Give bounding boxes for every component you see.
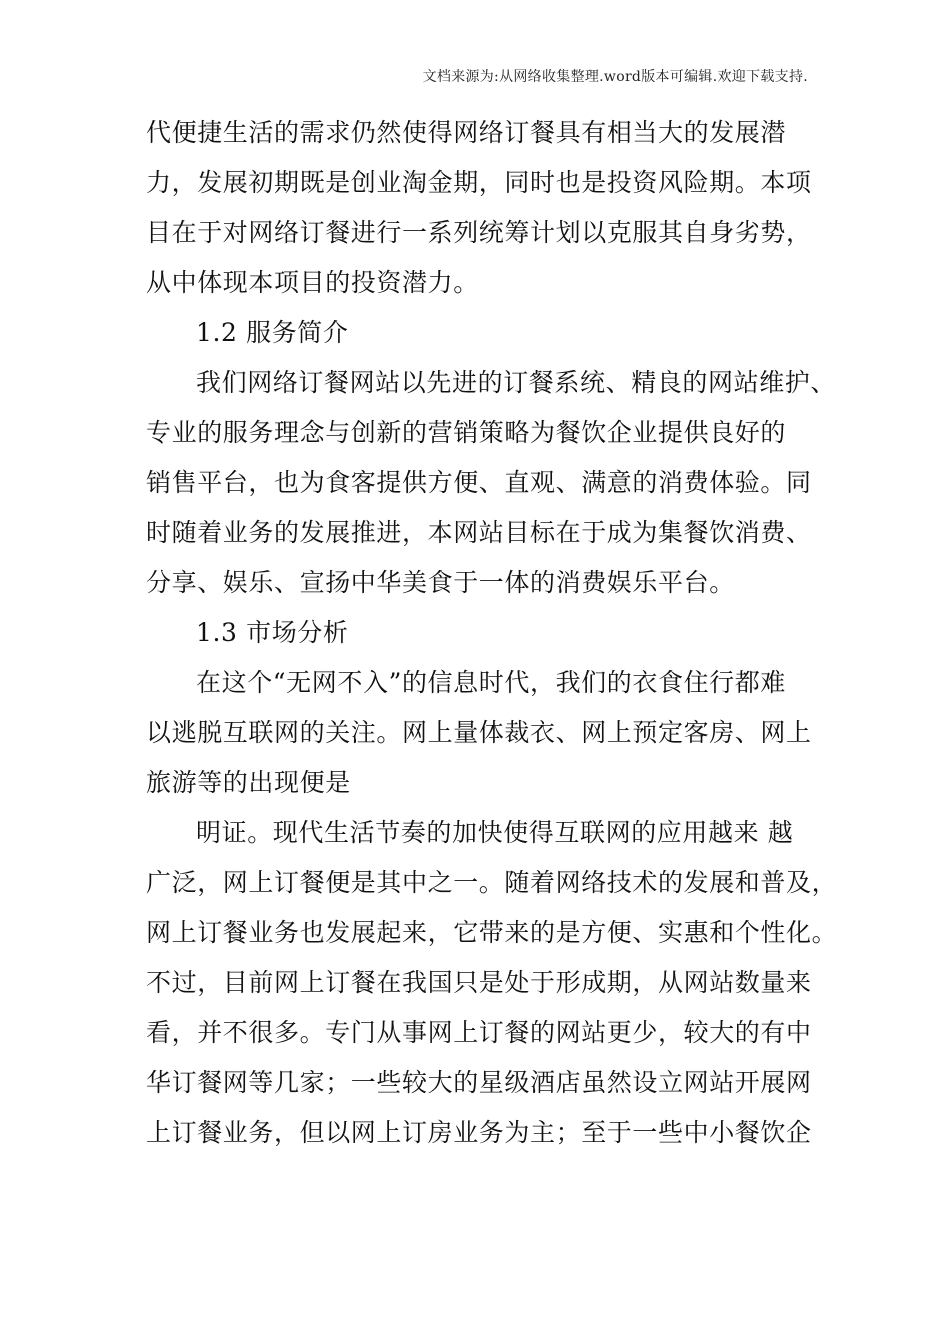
paragraph-line: 看，并不很多。专门从事网上订餐的网站更少，较大的有中 xyxy=(146,1018,812,1047)
paragraph-line: 力，发展初期既是创业淘金期，同时也是投资风险期。本项 xyxy=(146,168,812,197)
paragraph-line: 广泛，网上订餐便是其中之一。随着网络技术的发展和普及， xyxy=(146,868,838,897)
paragraph-line: 旅游等的出现便是 xyxy=(146,768,351,797)
paragraph-line: 我们网络订餐网站以先进的订餐系统、精良的网站维护、 xyxy=(196,368,837,397)
paragraph-line: 华订餐网等几家；一些较大的星级酒店虽然设立网站开展网 xyxy=(146,1068,812,1097)
paragraph-line: 以逃脱互联网的关注。网上量体裁衣、网上预定客房、网上 xyxy=(146,718,812,747)
paragraph-line: 时随着业务的发展推进，本网站目标在于成为集餐饮消费、 xyxy=(146,518,812,547)
paragraph-line: 专业的服务理念与创新的营销策略为餐饮企业提供良好的 xyxy=(146,418,787,447)
paragraph-line: 在这个“无网不入”的信息时代，我们的衣食住行都难 xyxy=(196,668,786,697)
paragraph-line: 从中体现本项目的投资潜力。 xyxy=(146,268,479,297)
paragraph-line: 分享、娱乐、宣扬中华美食于一体的消费娱乐平台。 xyxy=(146,568,735,597)
paragraph-line: 上订餐业务，但以网上订房业务为主；至于一些中小餐饮企 xyxy=(146,1118,812,1147)
paragraph-line: 明证。现代生活节奏的加快使得互联网的应用越来 越 xyxy=(196,818,794,847)
section-heading-1-2: 1.2 服务简介 xyxy=(196,318,349,347)
paragraph-line: 网上订餐业务也发展起来，它带来的是方便、实惠和个性化。 xyxy=(146,918,838,947)
section-heading-1-3: 1.3 市场分析 xyxy=(196,618,349,647)
paragraph-line: 代便捷生活的需求仍然使得网络订餐具有相当大的发展潜 xyxy=(146,118,787,147)
document-source-header: 文档来源为:从网络收集整理.word版本可编辑.欢迎下载支持. xyxy=(422,69,808,85)
paragraph-line: 销售平台，也为食客提供方便、直观、满意的消费体验。同 xyxy=(146,468,812,497)
paragraph-line: 目在于对网络订餐进行一系列统筹计划以克服其自身劣势， xyxy=(146,218,812,247)
paragraph-line: 不过，目前网上订餐在我国只是处于形成期，从网站数量来 xyxy=(146,968,812,997)
